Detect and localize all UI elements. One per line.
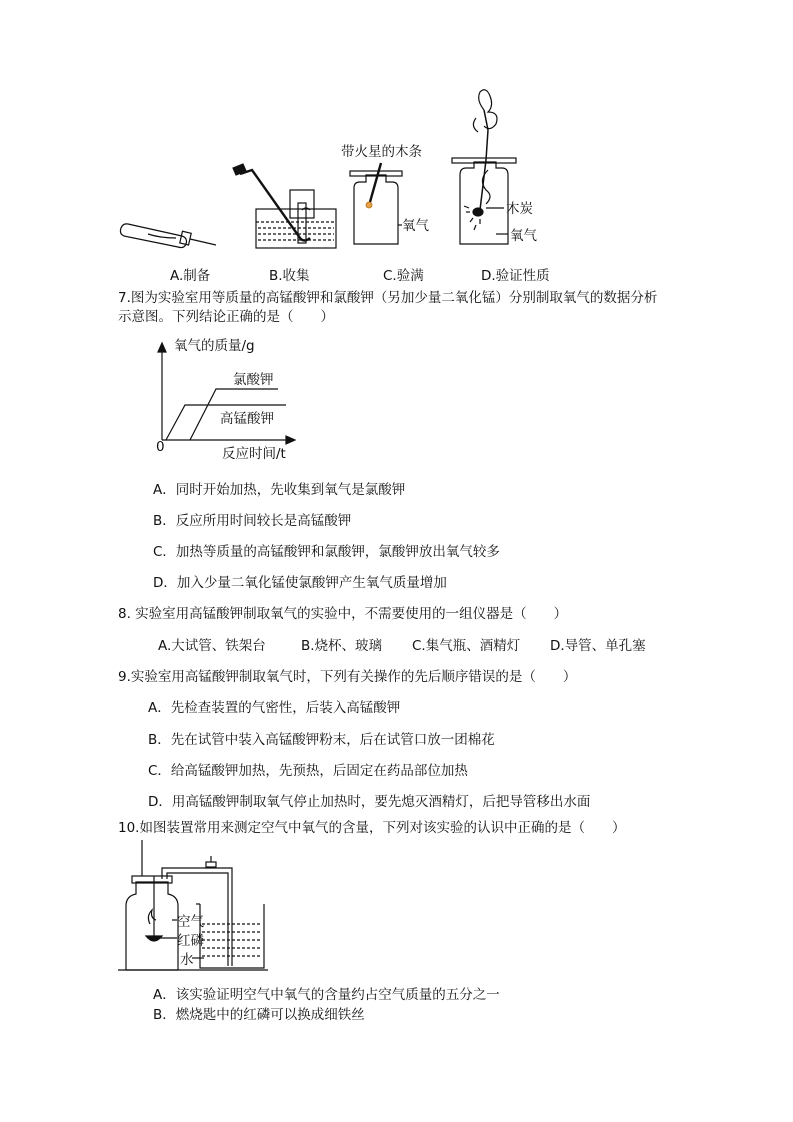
q8-option-a: A.大试管、铁架台 (158, 638, 266, 654)
q8-stem: 8. 实验室用高锰酸钾制取氧气的实验中，不需要使用的一组仪器是（ ） (118, 606, 568, 622)
caption-c: C.验满 (383, 268, 424, 284)
q7-option-d: D．加入少量二氧化锰使氯酸钾产生氧气质量增加 (153, 575, 447, 591)
q10-option-b: B．燃烧匙中的红磷可以换成细铁丝 (153, 1007, 365, 1023)
oxygen-label-d: 氧气 (510, 228, 537, 244)
q9-option-a: A．先检查装置的气密性，后装入高锰酸钾 (148, 700, 401, 716)
caption-a: A.制备 (170, 268, 211, 284)
graph-xlabel: 反应时间/t (222, 446, 286, 462)
q9-option-c: C．给高锰酸钾加热，先预热，后固定在药品部位加热 (148, 763, 468, 779)
phosphorus-label: 红磷 (177, 933, 204, 949)
q7-option-b: B．反应所用时间较长是高锰酸钾 (153, 513, 352, 529)
series-permanganate-label: 高锰酸钾 (220, 411, 274, 427)
q7-option-c: C．加热等质量的高锰酸钾和氯酸钾，氯酸钾放出氧气较多 (153, 544, 500, 560)
q8-option-c: C.集气瓶、酒精灯 (412, 638, 521, 654)
q10-option-a: A．该实验证明空气中氧气的含量约占空气质量的五分之一 (153, 987, 500, 1003)
q9-option-b: B．先在试管中装入高锰酸钾粉末，后在试管口放一团棉花 (148, 732, 495, 748)
q8-option-d: D.导管、单孔塞 (550, 638, 646, 654)
graph-origin: 0 (156, 439, 165, 455)
q8-option-b: B.烧杯、玻璃 (301, 638, 383, 654)
series-chlorate-label: 氯酸钾 (233, 372, 274, 388)
q10-stem: 10.如图装置常用来测定空气中氧气的含量，下列对该实验的认识中正确的是（ ） (118, 820, 626, 836)
oxygen-label-c: 氧气 (402, 218, 429, 234)
water-label: 水 (180, 952, 194, 968)
q9-option-d: D．用高锰酸钾制取氧气停止加热时，要先熄灭酒精灯，后把导管移出水面 (148, 794, 591, 810)
graph-ylabel: 氧气的质量/g (174, 338, 255, 354)
q7-option-a: A．同时开始加热，先收集到氧气是氯酸钾 (153, 482, 406, 498)
splint-label: 带火星的木条 (341, 144, 422, 160)
charcoal-label: 木炭 (506, 201, 533, 217)
q7-stem-line2: 示意图。下列结论正确的是（ ） (118, 309, 334, 325)
q7-stem-line1: 7.图为实验室用等质量的高锰酸钾和氯酸钾（另加少量二氧化锰）分别制取氧气的数据分析 (118, 290, 658, 306)
air-label: 空气 (177, 914, 204, 930)
caption-d: D.验证性质 (481, 268, 550, 284)
q9-stem: 9.实验室用高锰酸钾制取氧气时，下列有关操作的先后顺序错误的是（ ） (118, 669, 577, 685)
caption-b: B.收集 (269, 268, 310, 284)
